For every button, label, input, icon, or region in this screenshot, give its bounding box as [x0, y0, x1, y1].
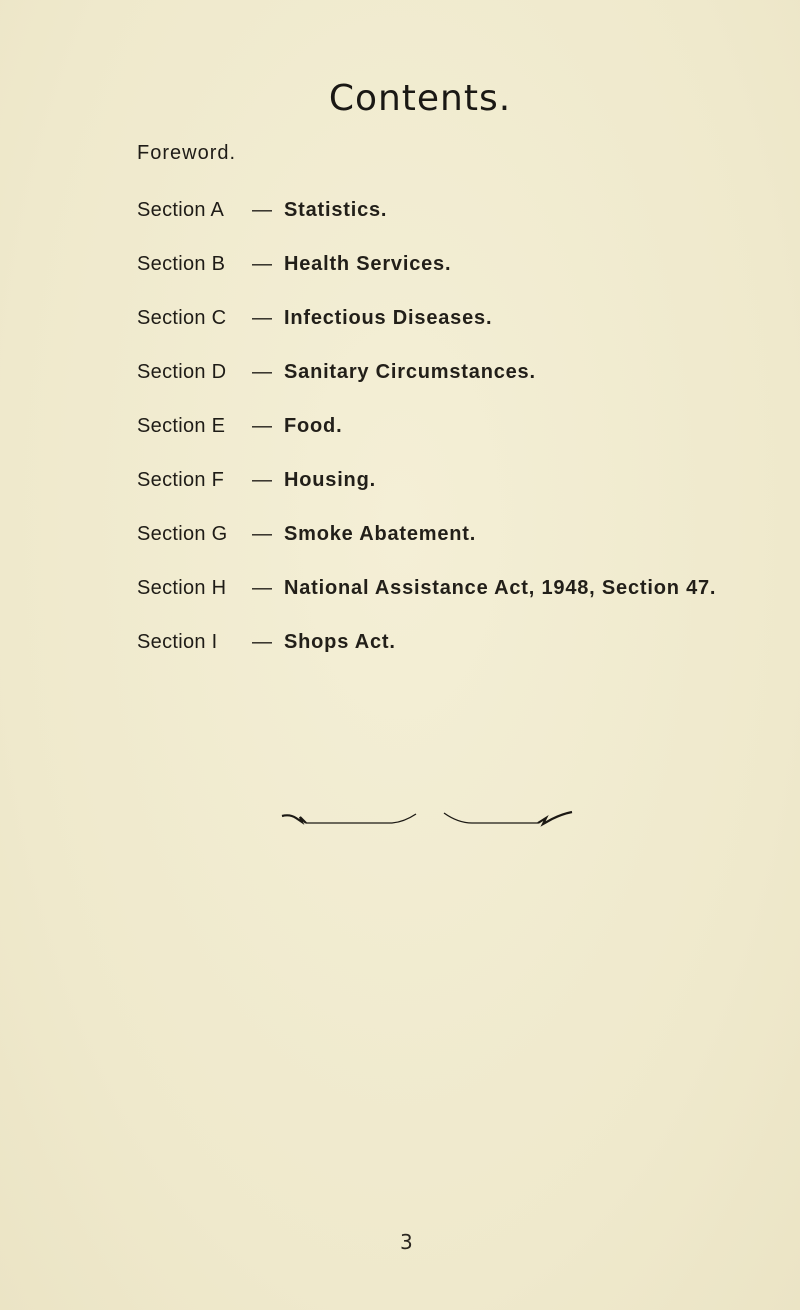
separator-dash: — — [252, 469, 272, 491]
section-topic: Food. — [284, 415, 343, 437]
section-topic: Statistics. — [284, 199, 388, 221]
section-topic: Infectious Diseases. — [284, 307, 493, 329]
section-topic: Smoke Abatement. — [284, 523, 477, 545]
separator-dash: — — [252, 577, 272, 599]
section-label: Section D — [137, 361, 227, 383]
toc-entry-section-b — [137, 253, 451, 281]
separator-dash: — — [252, 631, 272, 653]
section-label: Section B — [137, 253, 226, 275]
section-topic: Housing. — [284, 469, 376, 491]
separator-dash: — — [252, 199, 272, 221]
separator-dash: — — [252, 361, 272, 383]
section-label: Section I — [137, 631, 218, 653]
toc-entry-section-d — [137, 361, 536, 389]
separator-dash: — — [252, 523, 272, 545]
page-title: Contents. — [328, 78, 512, 119]
section-label: Section H — [137, 577, 227, 599]
section-label: Section C — [137, 307, 227, 329]
section-label: Section A — [137, 199, 225, 221]
section-topic: National Assistance Act, 1948, Section 47. — [284, 577, 717, 599]
decorative-rule-ornament — [280, 808, 580, 832]
toc-entry-section-c — [137, 307, 492, 335]
toc-entry-section-h — [137, 577, 716, 605]
page-number: 3 — [400, 1230, 413, 1254]
section-topic: Sanitary Circumstances. — [284, 361, 536, 383]
foreword-entry: Foreword. — [137, 142, 237, 164]
toc-entry-section-i — [137, 631, 396, 659]
toc-entry-section-a — [137, 199, 387, 227]
section-label: Section G — [137, 523, 228, 545]
separator-dash: — — [252, 307, 272, 329]
toc-entry-section-f — [137, 469, 376, 497]
toc-entry-section-g — [137, 523, 476, 551]
separator-dash: — — [252, 253, 272, 275]
section-topic: Shops Act. — [284, 631, 396, 653]
section-topic: Health Services. — [284, 253, 452, 275]
section-label: Section E — [137, 415, 226, 437]
toc-entry-section-e — [137, 415, 342, 443]
section-label: Section F — [137, 469, 225, 491]
separator-dash: — — [252, 415, 272, 437]
